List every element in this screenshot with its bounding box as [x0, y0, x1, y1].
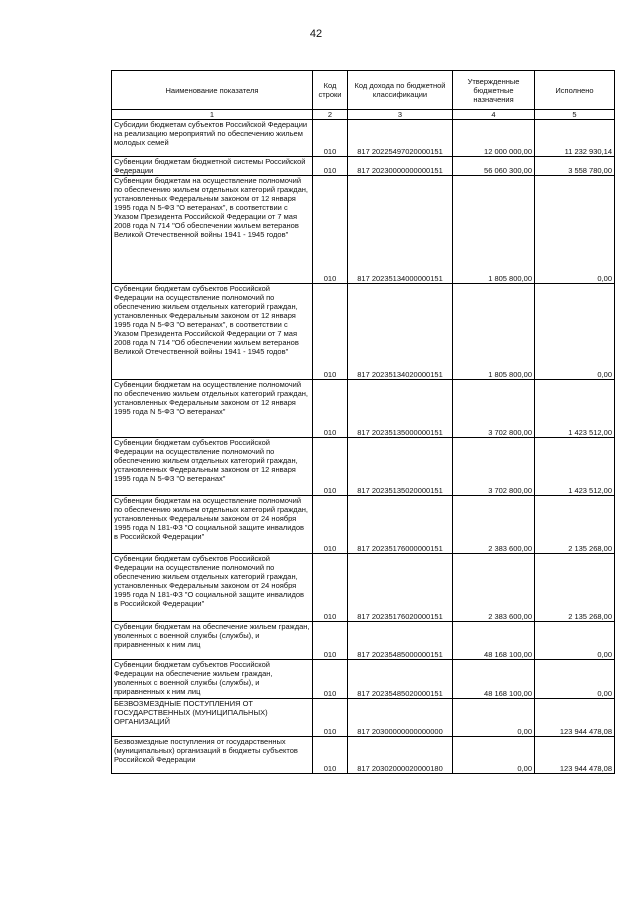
- plan-cell: 1 805 800,00: [453, 284, 535, 380]
- column-number: 2: [313, 110, 348, 120]
- kbk-cell: 817 20302000020000180: [348, 737, 453, 774]
- name-cell: Субсидии бюджетам субъектов Российской Федерации на реализацию мероприятий по обеспечению жильем молодых семей: [112, 120, 313, 157]
- kbk-cell: 817 20235176000000151: [348, 496, 453, 554]
- header-plan: Утвержденные бюджетные назначения: [453, 71, 535, 110]
- column-number-row: [112, 110, 615, 120]
- table-row: [112, 737, 615, 774]
- column-number: 1: [112, 110, 313, 120]
- table-body: [112, 120, 615, 774]
- table-row: [112, 157, 615, 176]
- done-cell: 2 135 268,00: [535, 554, 615, 622]
- budget-report-table: [111, 70, 615, 774]
- kbk-cell: 817 20235134020000151: [348, 284, 453, 380]
- kbk-cell: 817 20225497020000151: [348, 120, 453, 157]
- plan-cell: 48 168 100,00: [453, 622, 535, 660]
- code-cell: 010: [313, 380, 348, 438]
- done-cell: 0,00: [535, 284, 615, 380]
- plan-cell: 2 383 600,00: [453, 496, 535, 554]
- name-cell: Субвенции бюджетам субъектов Российской Федерации на осуществление полномочий по обеспечению жильем отдельных категорий граждан, установленных Федеральным законом от 24 ноября 1995 года N 181-ФЗ "О социальной защите инвалидов в Российской Федерации": [112, 554, 313, 622]
- code-cell: 010: [313, 699, 348, 737]
- plan-cell: 48 168 100,00: [453, 660, 535, 699]
- column-number: 4: [453, 110, 535, 120]
- code-cell: 010: [313, 176, 348, 284]
- plan-cell: 0,00: [453, 699, 535, 737]
- table-row: [112, 120, 615, 157]
- done-cell: 0,00: [535, 176, 615, 284]
- name-cell: Безвозмездные поступления от государственных (муниципальных) организаций в бюджеты субъектов Российской Федерации: [112, 737, 313, 774]
- plan-cell: 2 383 600,00: [453, 554, 535, 622]
- code-cell: 010: [313, 622, 348, 660]
- code-cell: 010: [313, 660, 348, 699]
- name-cell: БЕЗВОЗМЕЗДНЫЕ ПОСТУПЛЕНИЯ ОТ ГОСУДАРСТВЕННЫХ (МУНИЦИПАЛЬНЫХ) ОРГАНИЗАЦИЙ: [112, 699, 313, 737]
- code-cell: 010: [313, 737, 348, 774]
- table-row: [112, 380, 615, 438]
- code-cell: 010: [313, 157, 348, 176]
- plan-cell: 0,00: [453, 737, 535, 774]
- name-cell: Субвенции бюджетам на обеспечение жильем граждан, уволенных с военной службы (службы), и приравненных к ним лиц: [112, 622, 313, 660]
- header-code: Код строки: [313, 71, 348, 110]
- plan-cell: 12 000 000,00: [453, 120, 535, 157]
- kbk-cell: 817 20235485020000151: [348, 660, 453, 699]
- table-row: [112, 438, 615, 496]
- done-cell: 11 232 930,14: [535, 120, 615, 157]
- done-cell: 1 423 512,00: [535, 380, 615, 438]
- name-cell: Субвенции бюджетам на осуществление полномочий по обеспечению жильем отдельных категорий граждан, установленных Федеральным законом от 12 января 1995 года N 5-ФЗ "О ветеранах": [112, 380, 313, 438]
- column-number: 3: [348, 110, 453, 120]
- plan-cell: 1 805 800,00: [453, 176, 535, 284]
- done-cell: 2 135 268,00: [535, 496, 615, 554]
- plan-cell: 3 702 800,00: [453, 380, 535, 438]
- name-cell: Субвенции бюджетам на осуществление полномочий по обеспечению жильем отдельных категорий граждан, установленных Федеральным законом от 12 января 1995 года N 5-ФЗ "О ветеранах", в соответствии с Указом Президента Российской Федерации от 7 мая 2008 года N 714 "Об обеспечении жильем ветеранов Великой Отечественной войны 1941 - 1945 годов": [112, 176, 313, 284]
- header-done: Исполнено: [535, 71, 615, 110]
- header-row: [112, 71, 615, 110]
- name-cell: Субвенции бюджетам субъектов Российской Федерации на обеспечение жильем граждан, уволенных с военной службы (службы), и приравненных к ним лиц: [112, 660, 313, 699]
- done-cell: 0,00: [535, 622, 615, 660]
- table-row: [112, 660, 615, 699]
- table-row: [112, 699, 615, 737]
- plan-cell: 56 060 300,00: [453, 157, 535, 176]
- kbk-cell: 817 20235176020000151: [348, 554, 453, 622]
- header-kbk: Код дохода по бюджетной классификации: [348, 71, 453, 110]
- table-row: [112, 496, 615, 554]
- name-cell: Субвенции бюджетам бюджетной системы Российской Федерации: [112, 157, 313, 176]
- kbk-cell: 817 20300000000000000: [348, 699, 453, 737]
- name-cell: Субвенции бюджетам субъектов Российской Федерации на осуществление полномочий по обеспечению жильем отдельных категорий граждан, установленных Федеральным законом от 12 января 1995 года N 5-ФЗ "О ветеранах": [112, 438, 313, 496]
- done-cell: 123 944 478,08: [535, 699, 615, 737]
- table-row: [112, 176, 615, 284]
- done-cell: 3 558 780,00: [535, 157, 615, 176]
- code-cell: 010: [313, 496, 348, 554]
- table-row: [112, 554, 615, 622]
- code-cell: 010: [313, 284, 348, 380]
- done-cell: 0,00: [535, 660, 615, 699]
- column-number: 5: [535, 110, 615, 120]
- kbk-cell: 817 20230000000000151: [348, 157, 453, 176]
- code-cell: 010: [313, 438, 348, 496]
- kbk-cell: 817 20235134000000151: [348, 176, 453, 284]
- name-cell: Субвенции бюджетам на осуществление полномочий по обеспечению жильем отдельных категорий граждан, установленных Федеральным законом от 24 ноября 1995 года N 181-ФЗ "О социальной защите инвалидов в Российской Федерации": [112, 496, 313, 554]
- code-cell: 010: [313, 554, 348, 622]
- table-row: [112, 284, 615, 380]
- done-cell: 123 944 478,08: [535, 737, 615, 774]
- plan-cell: 3 702 800,00: [453, 438, 535, 496]
- header-name: Наименование показателя: [112, 71, 313, 110]
- page-number: 42: [309, 28, 323, 40]
- name-cell: Субвенции бюджетам субъектов Российской Федерации на осуществление полномочий по обеспечению жильем отдельных категорий граждан, установленных Федеральным законом от 12 января 1995 года N 5-ФЗ "О ветеранах", в соответствии с Указом Президента Российской Федерации от 7 мая 2008 года N 714 "Об обеспечении жильем ветеранов Великой Отечественной войны 1941 - 1945 годов": [112, 284, 313, 380]
- table-row: [112, 622, 615, 660]
- code-cell: 010: [313, 120, 348, 157]
- done-cell: 1 423 512,00: [535, 438, 615, 496]
- kbk-cell: 817 20235135020000151: [348, 438, 453, 496]
- kbk-cell: 817 20235485000000151: [348, 622, 453, 660]
- kbk-cell: 817 20235135000000151: [348, 380, 453, 438]
